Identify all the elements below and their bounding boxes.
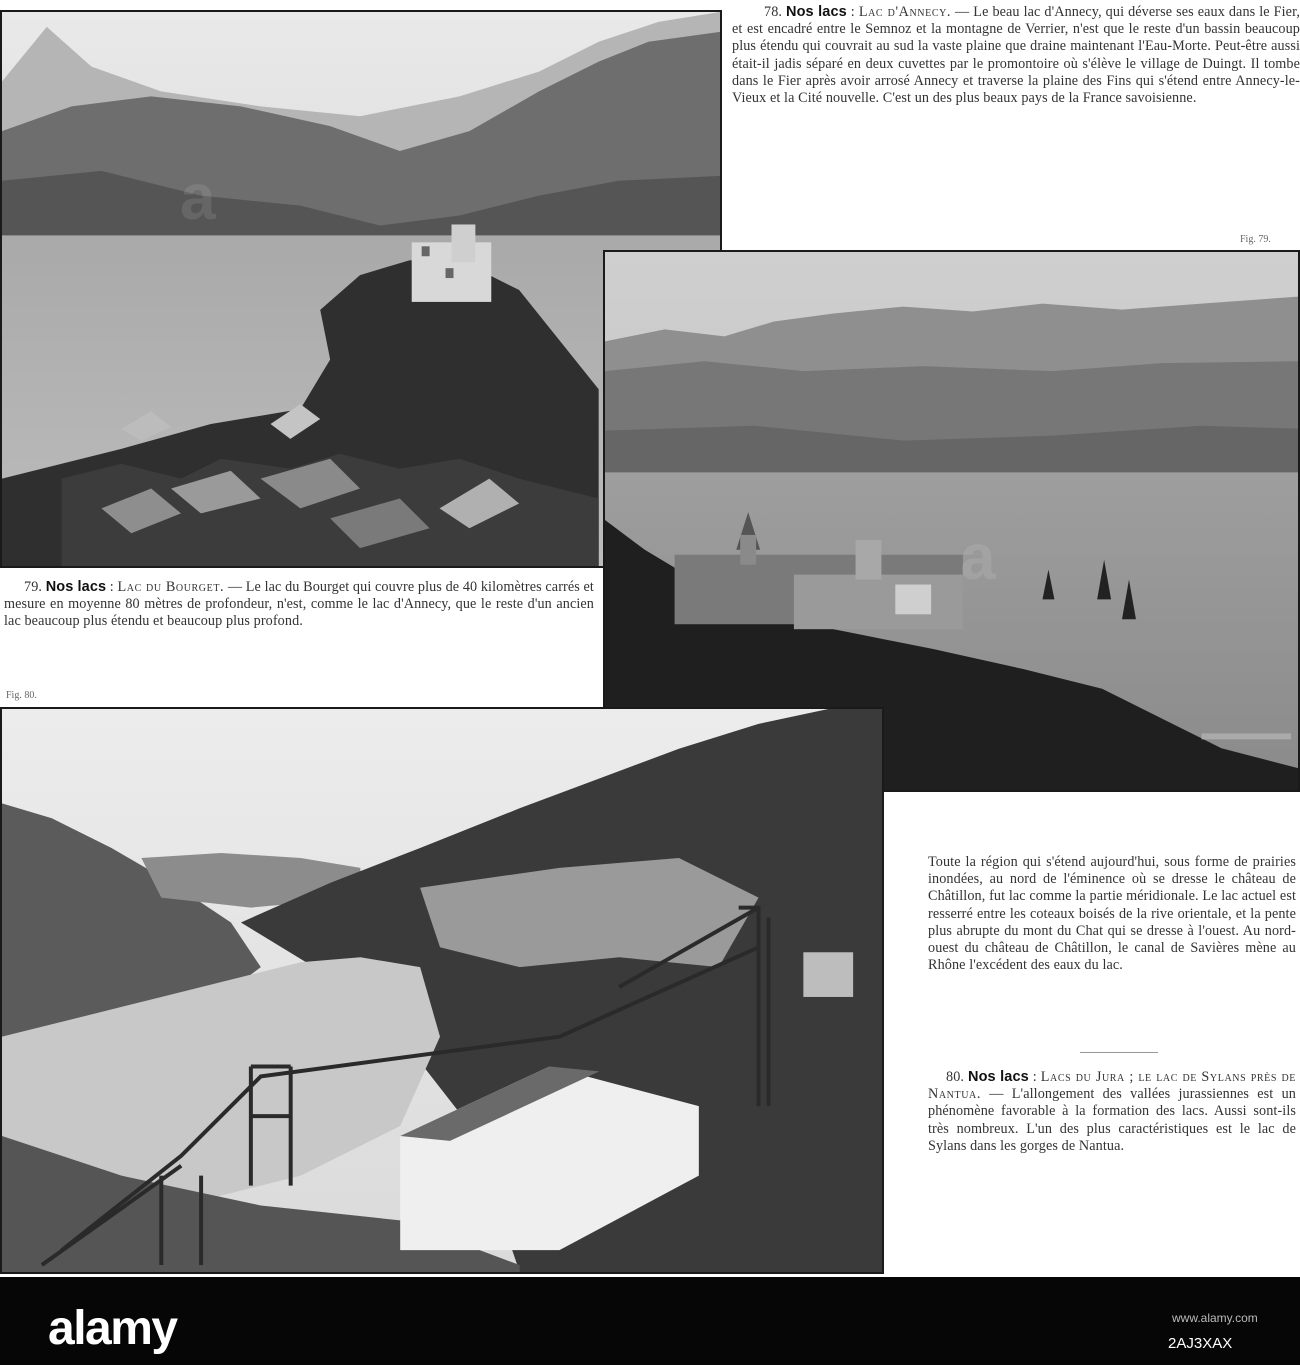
- caption-79-number: 79.: [24, 579, 43, 595]
- stock-banner: [0, 1277, 1300, 1365]
- photo-lac-de-sylans: [0, 707, 884, 1274]
- caption-79-continuation: Toute la région qui s'étend aujourd'hui, sous forme de prairies inondées, au nord de l'éminence où se dresse le château de Châtillon, fut lac comme la partie méridionale. Le lac actuel est resserré entre les coteaux boisés de la rive orientale, et la pente plus abrupte du mont du Chat qui se dresse à l'ouest. Au nord-ouest du château de Châtillon, le canal de Savières mène au Rhône l'excédent des eaux du lac.: [928, 854, 1296, 974]
- caption-78-body: — Le beau lac d'Annecy, qui déverse ses eaux dans le Fier, et est encadré entre le Semnoz et la montagne de Verrier, n'est que le reste d'un bassin beaucoup plus étendu qui couvrait au sud la vaste plaine que draine maintenant l'Eau-Morte. Peut-être aussi était-il jadis séparé en deux cuvettes par le promontoire où s'élève le village de Duingt. Il tombe dans le Fier après avoir arrosé Annecy et traverse la plaine des Fins qui s'étend entre Annecy-le-Vieux et la Cité nouvelle. C'est un des plus beaux pays de la France savoisienne.: [732, 4, 1300, 107]
- caption-80-body: — L'allongement des vallées jurassiennes est un phénomène favorable à la formation des lacs. Aussi sont-ils très nombreux. L'un des plus caractéristiques est le lac de Sylans dans les gorges de Nantua.: [928, 1086, 1296, 1154]
- caption-80: 80. Nos lacs : Lacs du Jura ; le lac de Sylans près de Nantua. — L'allongement des vallées jurassiennes est un phénomène favorable à la formation des lacs. Aussi sont-ils très nombreux. L'un des plus caractéristiques est le lac de Sylans dans les gorges de Nantua.: [928, 1069, 1297, 1154]
- caption-79-heading: Nos lacs: [45, 579, 107, 595]
- caption-79-place: Lac du Bourget.: [117, 579, 225, 595]
- caption-79-body: — Le lac du Bourget qui couvre plus de 40 kilomètres carrés et mesure en moyenne 80 mètres de profondeur, n'est, comme le lac d'Annecy, que le reste d'un ancien lac beaucoup plus étendu et beaucoup plus profond.: [4, 579, 594, 630]
- caption-80-number: 80.: [946, 1069, 965, 1085]
- image-id: 2AJ3XAX: [1168, 1335, 1233, 1352]
- fig-80-label: Fig. 80.: [6, 690, 37, 701]
- caption-79: 79. Nos lacs : Lac du Bourget. — Le lac du Bourget qui couvre plus de 40 kilomètres carrés et mesure en moyenne 80 mètres de profondeur, n'est, comme le lac d'Annecy, que le reste d'un ancien lac beaucoup plus étendu et beaucoup plus profond.: [4, 579, 594, 630]
- fig-79-label: Fig. 79.: [1240, 234, 1271, 245]
- caption-78: 78. Nos lacs : Lac d'Annecy. — Le beau lac d'Annecy, qui déverse ses eaux dans le Fier, et est encadré entre le Semnoz et la montagne de Verrier, n'est que le reste d'un bassin beaucoup plus étendu qui couvrait au sud la vaste plaine que draine maintenant l'Eau-Morte. Peut-être aussi était-il jadis séparé en deux cuvettes par le promontoire où s'élève le village de Duingt. Il tombe dans le Fier après avoir arrosé Annecy et traverse la plaine des Fins qui s'étend entre Annecy-le-Vieux et la Cité nouvelle. C'est un des plus beaux pays de la France savoisienne.: [732, 4, 1300, 107]
- caption-78-place: Lac d'Annecy.: [858, 4, 952, 20]
- caption-78-heading: Nos lacs: [786, 4, 847, 20]
- alamy-url: www.alamy.com: [1172, 1311, 1258, 1325]
- alamy-logo: alamy: [48, 1302, 177, 1355]
- caption-78-number: 78.: [764, 4, 783, 20]
- caption-80-place: Lacs du Jura ; le lac de Sylans près de Nantua.: [928, 1069, 1297, 1103]
- caption-80-heading: Nos lacs: [968, 1069, 1029, 1085]
- section-divider: [1080, 1052, 1158, 1053]
